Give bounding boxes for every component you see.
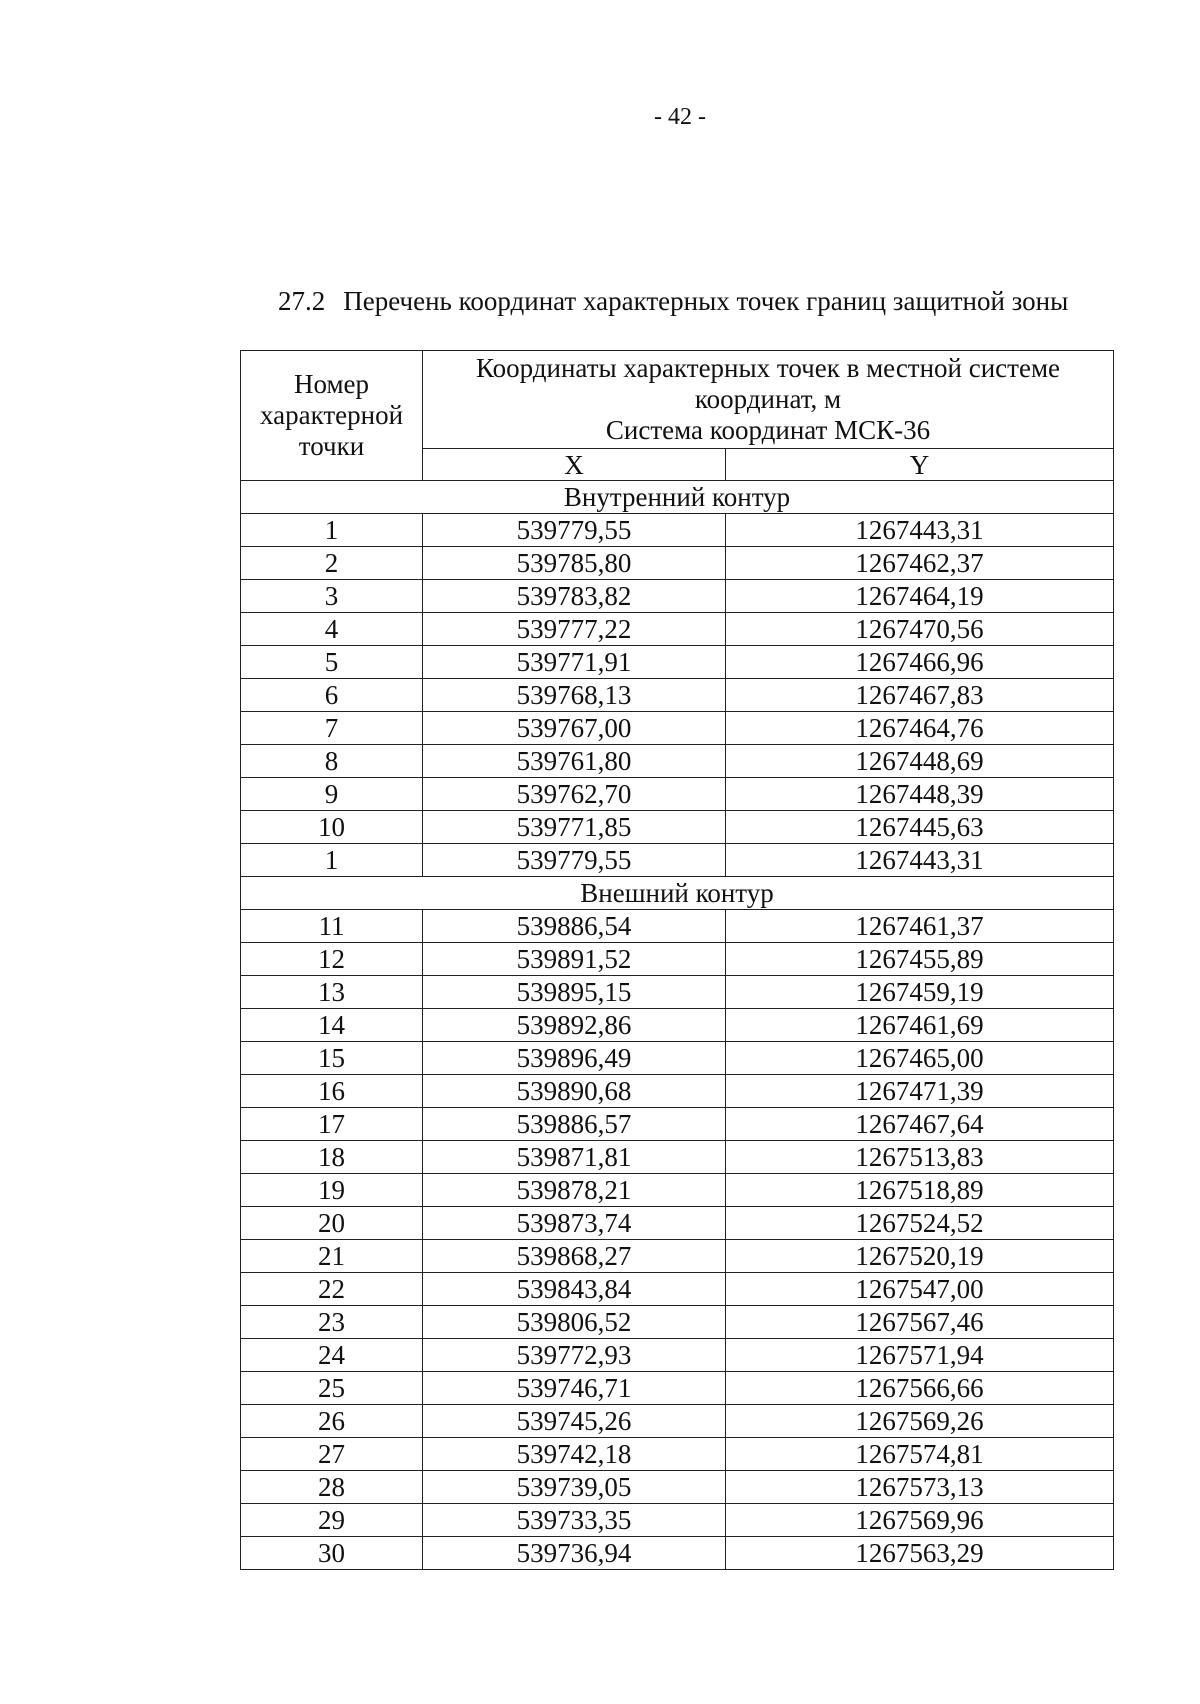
group-row [241,481,1114,514]
x-coordinate-cell: 539783,82 [423,580,726,613]
point-number-cell: 18 [241,1141,423,1174]
x-coordinate-cell: 539739,05 [423,1471,726,1504]
x-coordinate-cell: 539733,35 [423,1504,726,1537]
y-coordinate-cell: 1267448,39 [726,778,1114,811]
x-coordinate-cell: 539886,54 [423,910,726,943]
group-title: Внешний контур [241,877,1114,910]
y-coordinate-cell: 1267566,66 [726,1372,1114,1405]
point-number-cell: 12 [241,943,423,976]
y-coordinate-cell: 1267470,56 [726,613,1114,646]
x-coordinate-cell: 539891,52 [423,943,726,976]
point-number-cell: 9 [241,778,423,811]
table-row [241,976,1114,1009]
table-row [241,580,1114,613]
y-coordinate-cell: 1267567,46 [726,1306,1114,1339]
point-number-cell: 30 [241,1537,423,1570]
x-coordinate-cell: 539771,91 [423,646,726,679]
coordinate-system-label: Система координат МСК-36 [605,415,931,445]
x-coordinate-cell: 539843,84 [423,1273,726,1306]
y-coordinate-cell: 1267520,19 [726,1240,1114,1273]
table-row [241,745,1114,778]
point-number-cell: 24 [241,1339,423,1372]
table-row [241,514,1114,547]
y-coordinate-cell: 1267571,94 [726,1339,1114,1372]
x-coordinate-cell: 539736,94 [423,1537,726,1570]
y-coordinate-cell: 1267518,89 [726,1174,1114,1207]
table-row [241,646,1114,679]
table-row [241,1273,1114,1306]
table-row [241,1471,1114,1504]
y-coordinate-cell: 1267443,31 [726,844,1114,877]
table-row [241,1405,1114,1438]
section-title-text: Перечень координат характерных точек границ защитной зоны [343,286,1069,316]
y-coordinate-cell: 1267445,63 [726,811,1114,844]
point-number-cell: 6 [241,679,423,712]
table-row [241,1042,1114,1075]
y-coordinate-cell: 1267466,96 [726,646,1114,679]
x-coordinate-cell: 539806,52 [423,1306,726,1339]
point-number-cell: 19 [241,1174,423,1207]
table-row [241,1339,1114,1372]
y-coordinate-cell: 1267573,13 [726,1471,1114,1504]
y-coordinate-cell: 1267524,52 [726,1207,1114,1240]
y-coordinate-cell: 1267465,00 [726,1042,1114,1075]
point-number-cell: 28 [241,1471,423,1504]
y-coordinate-cell: 1267443,31 [726,514,1114,547]
point-number-cell: 27 [241,1438,423,1471]
table-row [241,679,1114,712]
y-coordinate-cell: 1267467,83 [726,679,1114,712]
table-row [241,1372,1114,1405]
x-coordinate-cell: 539871,81 [423,1141,726,1174]
table-row [241,1174,1114,1207]
x-coordinate-cell: 539868,27 [423,1240,726,1273]
table-row [241,1438,1114,1471]
x-coordinate-cell: 539890,68 [423,1075,726,1108]
coordinates-header-line2: координат, м [694,384,842,414]
point-number-cell: 15 [241,1042,423,1075]
y-coordinate-cell: 1267467,64 [726,1108,1114,1141]
section-number: 27.2 [278,286,326,316]
y-coordinate-cell: 1267448,69 [726,745,1114,778]
x-coordinate-cell: 539886,57 [423,1108,726,1141]
x-coordinate-cell: 539742,18 [423,1438,726,1471]
point-number-cell: 26 [241,1405,423,1438]
y-coordinate-cell: 1267513,83 [726,1141,1114,1174]
point-number-cell: 1 [241,514,423,547]
group-title: Внутренний контур [241,481,1114,514]
point-number-cell: 25 [241,1372,423,1405]
table-row [241,811,1114,844]
point-number-cell: 16 [241,1075,423,1108]
point-number-cell: 17 [241,1108,423,1141]
y-coordinate-cell: 1267547,00 [726,1273,1114,1306]
point-number-cell: 13 [241,976,423,1009]
y-coordinate-cell: 1267464,76 [726,712,1114,745]
x-coordinate-cell: 539785,80 [423,547,726,580]
point-number-cell: 3 [241,580,423,613]
coordinates-table [240,350,1114,1570]
x-coordinate-cell: 539745,26 [423,1405,726,1438]
table-row [241,910,1114,943]
coordinates-header [423,351,1114,449]
table-row [241,547,1114,580]
point-number-cell: 22 [241,1273,423,1306]
x-coordinate-cell: 539777,22 [423,613,726,646]
x-coordinate-cell: 539878,21 [423,1174,726,1207]
table-row [241,1141,1114,1174]
x-coordinate-cell: 539873,74 [423,1207,726,1240]
page-number: - 42 - [654,104,706,130]
point-number-cell: 10 [241,811,423,844]
table-row [241,1504,1114,1537]
y-coordinate-cell: 1267462,37 [726,547,1114,580]
table-row [241,1240,1114,1273]
y-coordinate-cell: 1267569,26 [726,1405,1114,1438]
point-number-cell: 29 [241,1504,423,1537]
table-body [241,481,1114,1570]
group-row [241,877,1114,910]
point-number-header: Номер характерной точки [241,351,423,481]
y-coordinate-cell: 1267569,96 [726,1504,1114,1537]
table-row [241,1537,1114,1570]
point-number-cell: 14 [241,1009,423,1042]
table-row [241,712,1114,745]
table-row [241,1306,1114,1339]
point-number-cell: 11 [241,910,423,943]
point-number-cell: 7 [241,712,423,745]
x-coordinate-cell: 539896,49 [423,1042,726,1075]
x-coordinate-cell: 539768,13 [423,679,726,712]
section-title [278,286,1068,317]
coordinates-header-line1: Координаты характерных точек в местной системе [475,353,1061,383]
point-number-cell: 5 [241,646,423,679]
table-row [241,778,1114,811]
x-coordinate-cell: 539762,70 [423,778,726,811]
x-coordinate-cell: 539771,85 [423,811,726,844]
y-coordinate-cell: 1267455,89 [726,943,1114,976]
point-number-cell: 4 [241,613,423,646]
x-coordinate-cell: 539892,86 [423,1009,726,1042]
point-number-cell: 23 [241,1306,423,1339]
point-number-cell: 8 [241,745,423,778]
x-coordinate-cell: 539767,00 [423,712,726,745]
y-coordinate-cell: 1267461,69 [726,1009,1114,1042]
x-coordinate-cell: 539895,15 [423,976,726,1009]
table-row [241,943,1114,976]
y-coordinate-cell: 1267563,29 [726,1537,1114,1570]
table-row [241,1207,1114,1240]
table-row [241,844,1114,877]
x-coordinate-cell: 539779,55 [423,514,726,547]
point-number-cell: 20 [241,1207,423,1240]
y-coordinate-cell: 1267461,37 [726,910,1114,943]
x-coordinate-cell: 539772,93 [423,1339,726,1372]
x-coordinate-cell: 539779,55 [423,844,726,877]
point-number-cell: 21 [241,1240,423,1273]
table-row [241,613,1114,646]
y-coordinate-cell: 1267574,81 [726,1438,1114,1471]
table-row [241,1108,1114,1141]
table-row [241,1009,1114,1042]
x-coordinate-cell: 539746,71 [423,1372,726,1405]
x-coordinate-cell: 539761,80 [423,745,726,778]
y-column-header: Y [726,449,1114,481]
y-coordinate-cell: 1267464,19 [726,580,1114,613]
point-number-cell: 2 [241,547,423,580]
y-coordinate-cell: 1267459,19 [726,976,1114,1009]
y-coordinate-cell: 1267471,39 [726,1075,1114,1108]
table-row [241,1075,1114,1108]
x-column-header: X [423,449,726,481]
point-number-cell: 1 [241,844,423,877]
